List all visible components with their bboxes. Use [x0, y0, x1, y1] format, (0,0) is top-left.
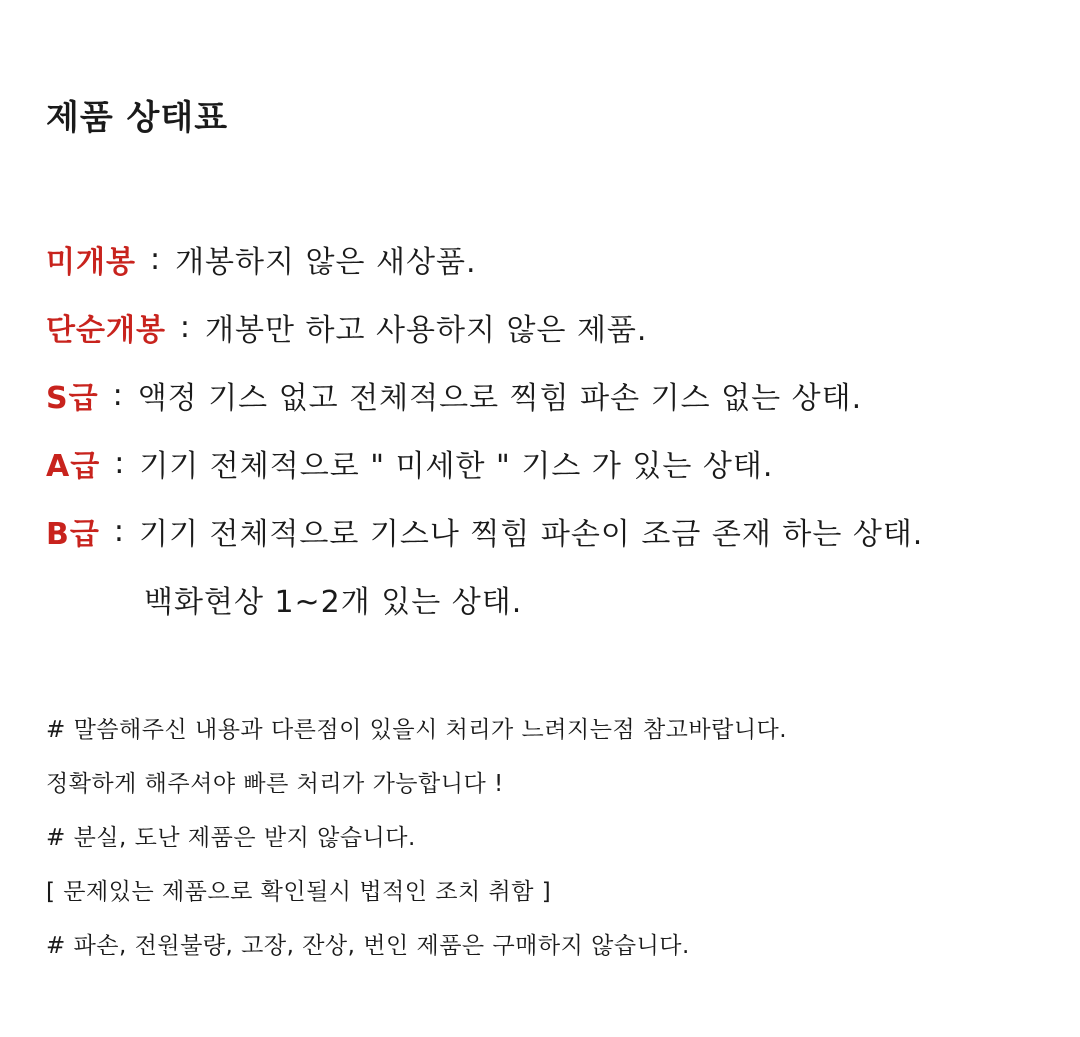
grade-label: A급: [46, 449, 101, 484]
grade-label: 단순개봉: [46, 313, 166, 348]
note-line: # 분실, 도난 제품은 받지 않습니다.: [46, 824, 416, 851]
grade-row-s: [46, 361, 1046, 429]
note-line: # 파손, 전원불량, 고장, 잔상, 번인 제품은 구매하지 않습니다.: [46, 932, 690, 959]
grade-description: 개봉하지 않은 새상품.: [175, 245, 477, 280]
grade-row-opened: [46, 293, 1046, 361]
grade-label: S급: [46, 381, 99, 416]
page-title: 제품 상태표: [46, 98, 229, 138]
grade-description: 기기 전체적으로 " 미세한 " 기스 가 있는 상태.: [139, 449, 774, 484]
grade-description: 액정 기스 없고 전체적으로 찍힘 파손 기스 없는 상태.: [137, 381, 863, 416]
note-line: 정확하게 해주셔야 빠른 처리가 가능합니다 !: [46, 770, 504, 797]
grade-list: [46, 225, 1046, 633]
grade-b-continuation: 백화현상 1~2개 있는 상태.: [144, 585, 523, 620]
grade-separator: :: [112, 377, 124, 413]
grade-row-a: [46, 429, 1046, 497]
grade-label: B급: [46, 517, 100, 552]
grade-row-b: [46, 497, 1046, 565]
grade-separator: :: [149, 241, 162, 277]
grade-row-sealed: [46, 225, 1046, 293]
grade-description: 개봉만 하고 사용하지 않은 제품.: [205, 313, 648, 348]
grade-description: 기기 전체적으로 기스나 찍힘 파손이 조금 존재 하는 상태.: [138, 517, 924, 552]
grade-separator: :: [179, 309, 192, 345]
grade-separator: :: [113, 513, 125, 549]
notes-section: [46, 700, 1046, 970]
grade-label: 미개봉: [46, 245, 136, 280]
note-line: [ 문제있는 제품으로 확인될시 법적인 조치 취함 ]: [46, 878, 552, 905]
grade-separator: :: [114, 445, 126, 481]
note-line: # 말씀해주신 내용과 다른점이 있을시 처리가 느려지는점 참고바랍니다.: [46, 716, 788, 743]
